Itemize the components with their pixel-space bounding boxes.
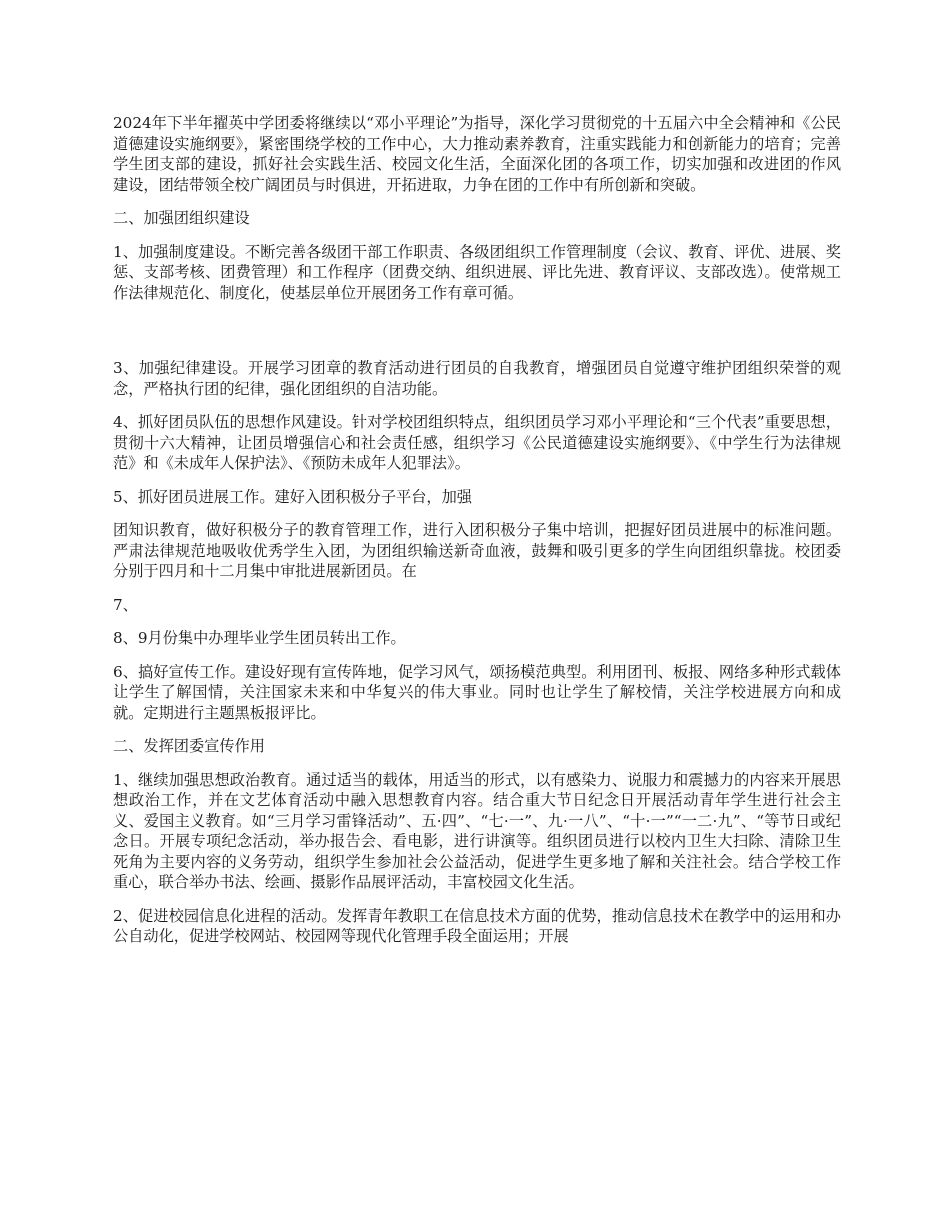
paragraph-item-5: 5、抓好团员进展工作。建好入团积极分子平台，加强 (113, 487, 472, 506)
paragraph-item-6: 6、搞好宣传工作。建设好现有宣传阵地，促学习风气，颂扬模范典型。利用团刊、板报、网络多种形式载体让学生了解国情，关注国家未来和中华复兴的伟大事业。同时也让学生了解校情，关注学校进展方向和成就。定期进行主题黑板报评比。 (113, 662, 841, 722)
intro-paragraph: 2024年下半年擢英中学团委将继续以“邓小平理论”为指导，深化学习贯彻党的十五届六中全会精神和《公民道德建设实施纲要》，紧密围绕学校的工作中心，大力推动素养教育，注重实践能力和创新能力的培育；完善学生团支部的建设，抓好社会实践生活、校园文化生活，全面深化团的各项工作，切实加强和改进团的作风建设，团结带领全校广阔团员与时俱进，开拓进取，力争在团的工作中有所创新和突破。 (113, 114, 841, 194)
paragraph-item-7: 7、 (113, 595, 138, 614)
paragraph-item-5-continued: 团知识教育，做好积极分子的教育管理工作，进行入团积极分子集中培训，把握好团员进展中的标准问题。严肃法律规范地吸收优秀学生入团，为团组织输送新奇血液，鼓舞和吸引更多的学生向团组织靠拢。校团委分别于四月和十二月集中审批进展新团员。在 (113, 521, 841, 580)
paragraph-item-3: 3、加强纪律建设。开展学习团章的教育活动进行团员的自我教育，增强团员自觉遵守维护团组织荣誉的观念，严格执行团的纪律，强化团组织的自洁功能。 (113, 359, 841, 398)
section-heading-publicity: 二、发挥团委宣传作用 (113, 737, 265, 755)
paragraph-publicity-2: 2、促进校园信息化进程的活动。发挥青年教职工在信息技术方面的优势，推动信息技术在教学中的运用和办公自动化，促进学校网站、校园网等现代化管理手段全面运用；开展 (113, 906, 841, 945)
paragraph-item-1: 1、加强制度建设。不断完善各级团干部工作职责、各级团组织工作管理制度（会议、教育、评优、进展、奖惩、支部考核、团费管理）和工作程序（团费交纳、组织进展、评比先进、教育评议、支部改选）。使常规工作法律规范化、制度化，使基层单位开展团务工作有章可循。 (113, 242, 841, 302)
document-page (113, 113, 841, 960)
paragraph-publicity-1: 1、继续加强思想政治教育。通过适当的载体，用适当的形式，以有感染力、说服力和震撼力的内容来开展思想政治工作，并在文艺体育活动中融入思想教育内容。结合重大节日纪念日开展活动青年学生进行社会主义、爱国主义教育。如“三月学习雷锋活动”、五·四”、“七·一”、九·一八”、“十·一”“一二·九”、“等节日或纪念日。开展专项纪念活动，举办报告会、看电影，进行讲演等。组织团员进行以校内卫生大扫除、清除卫生死角为主要内容的义务劳动，组织学生参加社会公益活动，促进学生更多地了解和关注社会。结合学校工作重心，联合举办书法、绘画、摄影作品展评活动，丰富校园文化生活。 (113, 770, 841, 891)
paragraph-item-8: 8、9月份集中办理毕业学生团员转出工作。 (113, 629, 406, 647)
paragraph-item-4: 4、抓好团员队伍的思想作风建设。针对学校团组织特点，组织团员学习邓小平理论和“三个代表”重要思想，贯彻十六大精神，让团员增强信心和社会责任感，组织学习《公民道德建设实施纲要》、《中学生行为法律规范》和《未成年人保护法》、《预防未成年人犯罪法》。 (113, 413, 841, 472)
section-heading-organization: 二、加强团组织建设 (113, 209, 250, 227)
